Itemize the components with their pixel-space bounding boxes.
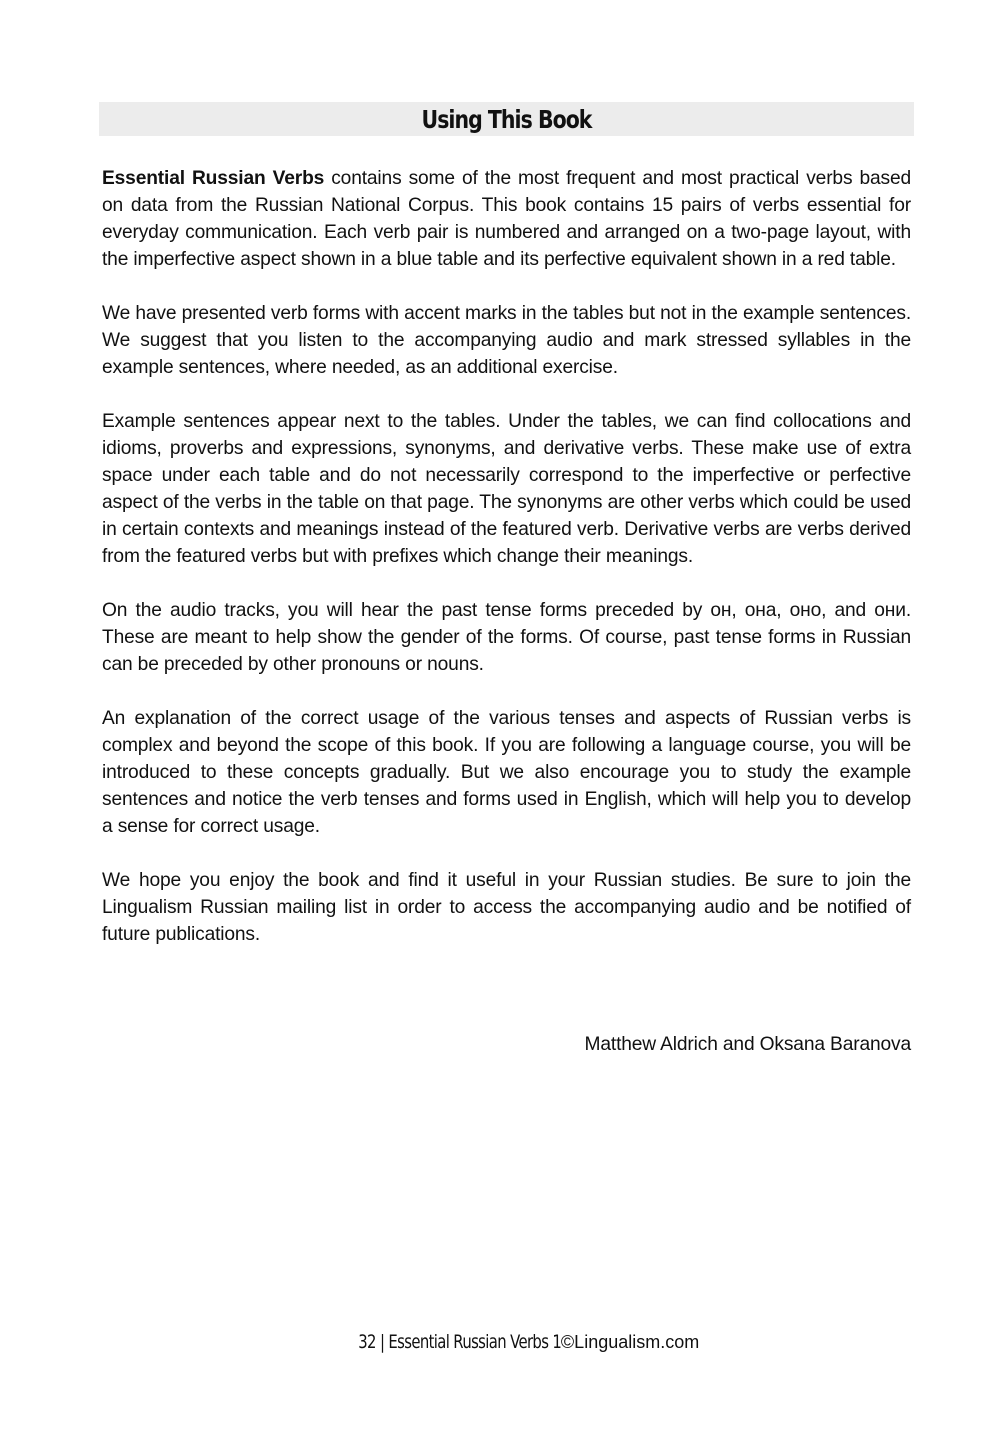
paragraph-accent-marks: We have presented verb forms with accent marks in the tables but not in the example sentences. We suggest that you listen to the accompanying audio and mark stressed syllables in the example sentences, where needed, as an additional exercise. [102, 303, 911, 378]
body-text [102, 165, 911, 975]
heading-bar [99, 102, 914, 136]
paragraph-intro-text: contains some of the most frequent and most practical verbs based on data from the Russian National Corpus. This book contains 15 pairs of verbs essential for everyday communication. Each verb pair is numbered and arranged on a two-page layout, with the imperfective aspect shown in a blue table and its perfective equivalent shown in a red table. [102, 168, 911, 270]
paragraph-closing: We hope you enjoy the book and find it useful in your Russian studies. Be sure to join the Lingualism Russian mailing list in order to access the accompanying audio and be notified of future publications. [102, 870, 911, 945]
page-footer [0, 1329, 1000, 1356]
paragraph-intro [102, 165, 911, 273]
paragraph-audio-tracks: On the audio tracks, you will hear the past tense forms preceded by он, она, оно, and они. These are meant to help show the gender of the forms. Of course, past tense forms in Russian can be preceded by other pronouns or nouns. [102, 600, 911, 675]
paragraph-example-sentences: Example sentences appear next to the tables. Under the tables, we can find collocations and idioms, proverbs and expressions, synonyms, and derivative verbs. These make use of extra space under each table and do not necessarily correspond to the imperfective or perfective aspect of the verbs in the table on that page. The synonyms are other verbs which could be used in certain contexts and meanings instead of the featured verb. Derivative verbs are verbs derived from the featured verbs but with prefixes which change their meanings. [102, 411, 911, 567]
paragraph-usage: An explanation of the correct usage of the various tenses and aspects of Russian verbs is complex and beyond the scope of this book. If you are following a language course, you will be introduced to these concepts gradually. But we also encourage you to study the example sentences and notice the verb tenses and forms used in English, which will help you to develop a sense for correct usage. [102, 708, 911, 837]
book-title-bold: Essential Russian Verbs [102, 168, 325, 189]
footer-page-title: 32 | Essential Russian Verbs 1 [357, 1331, 561, 1353]
page-title: Using This Book [421, 105, 592, 134]
footer-copyright: ©Lingualism.com [560, 1332, 700, 1352]
author-signature: Matthew Aldrich and Oksana Baranova [584, 1034, 911, 1055]
